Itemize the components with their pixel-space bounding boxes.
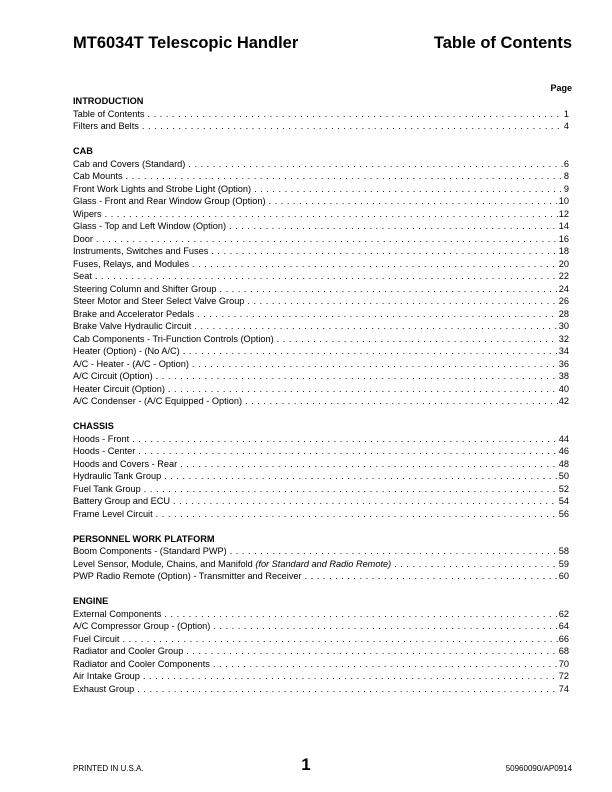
entry-page: 26 (558, 296, 569, 306)
dot-leader (168, 383, 558, 396)
entry-title-text: Radiator and Cooler Components (73, 658, 210, 669)
toc-entry[interactable] (73, 470, 569, 483)
toc-entry[interactable] (73, 370, 569, 383)
dot-leader (277, 333, 558, 346)
toc-entry[interactable] (73, 608, 569, 621)
entry-title (73, 170, 123, 183)
toc-entry[interactable] (73, 120, 569, 133)
toc-entry[interactable] (73, 320, 569, 333)
entry-title (73, 120, 139, 133)
entry-title (73, 345, 180, 358)
entry-page: 18 (558, 246, 569, 256)
dot-leader (105, 208, 558, 221)
entry-page: 56 (558, 508, 569, 519)
entry-title-text: Instruments, Switches and Fuses (73, 246, 209, 256)
entry-title (73, 333, 274, 346)
entry-page: 36 (558, 358, 569, 369)
entry-title-text: Table of Contents (73, 108, 145, 119)
entry-title (73, 570, 302, 583)
entry-title (73, 620, 210, 633)
entry-title-text: Heater (Option) - (No A/C) (73, 346, 180, 356)
entry-page: 10 (558, 196, 569, 206)
entry-page: 66 (558, 633, 569, 644)
dot-leader (269, 195, 558, 208)
entry-page: 68 (558, 646, 569, 656)
entry-page: 40 (558, 383, 569, 394)
entry-title (73, 108, 145, 121)
entry-title (73, 495, 170, 508)
entry-page: 58 (558, 546, 569, 556)
toc-entry[interactable] (73, 170, 569, 183)
dot-leader (137, 683, 557, 696)
toc-section (73, 95, 569, 133)
dot-leader (213, 658, 558, 671)
dot-leader (142, 120, 563, 133)
entry-title (73, 208, 102, 221)
dot-leader (213, 620, 557, 633)
dot-leader (229, 220, 558, 233)
toc-entry[interactable] (73, 683, 569, 696)
toc-entry[interactable] (73, 633, 569, 646)
entry-title (73, 195, 266, 208)
toc-entry[interactable] (73, 558, 569, 571)
entry-title-text: Level Sensor, Module, Chains, and Manifold (73, 558, 256, 569)
entry-title (73, 258, 189, 271)
entry-title-text: Steering Column and Shifter Group (73, 283, 217, 294)
entry-title-text: External Components (73, 608, 162, 619)
entry-title (73, 608, 161, 621)
entry-title (73, 633, 119, 646)
toc-entry[interactable] (73, 333, 569, 346)
entry-title-text: Cab Mounts (73, 171, 123, 181)
entry-page: 50 (558, 471, 569, 481)
entry-title (73, 358, 189, 371)
dot-leader (156, 508, 558, 521)
entry-title-text: Exhaust Group (73, 683, 135, 694)
toc-entry[interactable] (73, 458, 569, 471)
toc-entry[interactable] (73, 283, 569, 296)
entry-page: 30 (558, 321, 569, 331)
entry-page: 16 (558, 233, 569, 244)
dot-leader (192, 358, 558, 371)
toc-entry[interactable] (73, 445, 569, 458)
entry-title-text: Hydraulic Tank Group (73, 471, 162, 481)
entry-title (73, 308, 194, 321)
toc-entry[interactable] (73, 358, 569, 371)
entry-title (73, 220, 226, 233)
dot-leader (305, 570, 558, 583)
dot-leader (126, 170, 563, 183)
entry-title (73, 383, 165, 396)
entry-page: 54 (558, 496, 569, 506)
entry-page: 9 (563, 183, 569, 194)
toc-heading: Table of Contents (433, 34, 572, 52)
entry-title-text: Cab and Covers (Standard) (73, 158, 186, 169)
dot-leader (122, 633, 557, 646)
dot-leader (211, 245, 557, 258)
entry-title (73, 245, 208, 258)
entry-title-text: Air Intake Group (73, 671, 140, 681)
entry-title (73, 395, 242, 408)
entry-title-text: Hoods and Covers - Rear (73, 458, 178, 469)
entry-page: 72 (558, 671, 569, 681)
section-title: CAB (73, 146, 93, 156)
dot-leader (95, 270, 558, 283)
page-column-label: Page (550, 83, 572, 93)
dot-leader (143, 670, 558, 683)
entry-title (73, 270, 92, 283)
entry-title-text: PWP Radio Remote (Option) - Transmitter and Receiver (73, 571, 302, 581)
entry-title (73, 558, 391, 571)
entry-title (73, 458, 177, 471)
entry-title (73, 320, 191, 333)
entry-page: 8 (563, 171, 569, 181)
toc-entry[interactable] (73, 345, 569, 358)
entry-page: 34 (558, 346, 569, 356)
dot-leader (173, 495, 558, 508)
document-title: MT6034T Telescopic Handler (73, 34, 299, 52)
toc-entry[interactable] (73, 433, 569, 446)
toc-entry[interactable] (73, 658, 569, 671)
toc-entry[interactable] (73, 233, 569, 246)
entry-page: 46 (558, 446, 569, 456)
table-of-contents (73, 95, 569, 695)
entry-title-text: Fuel Tank Group (73, 483, 141, 494)
toc-entry[interactable] (73, 258, 569, 271)
entry-page: 60 (558, 571, 569, 581)
dot-leader (138, 445, 557, 458)
dot-leader (96, 233, 558, 246)
dot-leader (247, 295, 557, 308)
entry-page: 59 (558, 558, 569, 569)
entry-page: 42 (558, 396, 569, 406)
entry-title (73, 683, 134, 696)
dot-leader (148, 108, 563, 121)
entry-title-text: Boom Components - (Standard PWP) (73, 546, 227, 556)
footer-page-number: 1 (301, 755, 311, 774)
dot-leader (156, 370, 558, 383)
dot-leader (188, 158, 563, 171)
footer-doc-code: 50960090/AP0914 (505, 764, 572, 773)
entry-title-text: Glass - Front and Rear Window Group (Option) (73, 196, 266, 206)
dot-leader (144, 483, 558, 496)
entry-page: 1 (563, 108, 569, 119)
toc-entry[interactable] (73, 620, 569, 633)
dot-leader (230, 545, 558, 558)
dot-leader (164, 608, 557, 621)
entry-page: 38 (558, 371, 569, 381)
toc-entry[interactable] (73, 483, 569, 496)
dot-leader (180, 458, 558, 471)
toc-entry[interactable] (73, 395, 569, 408)
entry-title-text: Glass - Top and Left Window (Option) (73, 221, 227, 231)
entry-title (73, 470, 161, 483)
dot-leader (220, 283, 558, 296)
toc-entry[interactable] (73, 270, 569, 283)
entry-title-text: Door (73, 233, 93, 244)
toc-section (73, 420, 569, 520)
entry-title-text: Radiator and Cooler Group (73, 646, 184, 656)
entry-title-text: Filters and Belts (73, 121, 139, 131)
entry-page: 22 (558, 271, 569, 281)
entry-title-text: Hoods - Center (73, 446, 136, 456)
toc-entry[interactable] (73, 570, 569, 583)
toc-entry[interactable] (73, 545, 569, 558)
dot-leader (254, 183, 563, 196)
entry-title (73, 433, 129, 446)
toc-entry[interactable] (73, 295, 569, 308)
toc-entry[interactable] (73, 220, 569, 233)
toc-entry[interactable] (73, 383, 569, 396)
toc-entry[interactable] (73, 670, 569, 683)
entry-title (73, 483, 141, 496)
entry-title (73, 445, 135, 458)
toc-entry[interactable] (73, 308, 569, 321)
entry-page: 44 (558, 433, 569, 444)
entry-title-text: Brake Valve Hydraulic Circuit (73, 321, 192, 331)
entry-title-text: Fuel Circuit (73, 633, 120, 644)
toc-section (73, 595, 569, 695)
entry-title-text: Wipers (73, 208, 102, 219)
entry-title (73, 508, 153, 521)
entry-page: 28 (558, 308, 569, 319)
entry-title-text: Heater Circuit (Option) (73, 383, 165, 394)
dot-leader (394, 558, 558, 571)
entry-title-text: Fuses, Relays, and Modules (73, 258, 189, 269)
toc-entry[interactable] (73, 508, 569, 521)
entry-title-text: Seat (73, 271, 92, 281)
entry-title-text: A/C Condenser - (A/C Equipped - Option) (73, 396, 243, 406)
entry-title-text: Frame Level Circuit (73, 508, 153, 519)
section-title: ENGINE (73, 596, 109, 606)
entry-title (73, 658, 210, 671)
entry-title-text: Hoods - Front (73, 433, 130, 444)
entry-page: 6 (563, 158, 569, 169)
entry-page: 32 (558, 333, 569, 344)
entry-title (73, 545, 227, 558)
entry-title (73, 645, 183, 658)
dot-leader (132, 433, 558, 446)
entry-page: 20 (558, 258, 569, 269)
entry-page: 12 (558, 208, 569, 219)
dot-leader (186, 645, 557, 658)
entry-title-text: Cab Components - Tri-Function Controls (Option) (73, 333, 274, 344)
entry-title-text: A/C - Heater - (A/C - Option) (73, 358, 189, 369)
entry-title (73, 670, 140, 683)
entry-title-text: Brake and Accelerator Pedals (73, 308, 195, 319)
toc-section (73, 145, 569, 408)
dot-leader (183, 345, 558, 358)
section-title: INTRODUCTION (73, 96, 144, 106)
dot-leader (194, 320, 557, 333)
entry-page: 24 (558, 283, 569, 294)
entry-title (73, 233, 93, 246)
dot-leader (245, 395, 558, 408)
toc-entry[interactable] (73, 183, 569, 196)
entry-title-text: A/C Circuit (Option) (73, 371, 153, 381)
toc-entry[interactable] (73, 158, 569, 171)
entry-title-text: Battery Group and ECU (73, 496, 171, 506)
entry-title (73, 370, 153, 383)
entry-title-note: (for Standard and Radio Remote) (255, 558, 392, 569)
toc-section (73, 533, 569, 583)
entry-page: 62 (558, 608, 569, 619)
entry-page: 4 (563, 121, 569, 131)
section-title: CHASSIS (73, 421, 114, 431)
section-title: PERSONNEL WORK PLATFORM (73, 533, 215, 544)
dot-leader (192, 258, 558, 271)
entry-title (73, 158, 185, 171)
toc-entry[interactable] (73, 245, 569, 258)
entry-page: 14 (558, 221, 569, 231)
entry-title-text: Steer Motor and Steer Select Valve Group (73, 296, 245, 306)
toc-entry[interactable] (73, 195, 569, 208)
toc-entry[interactable] (73, 108, 569, 121)
entry-page: 70 (558, 658, 569, 669)
entry-page: 52 (558, 483, 569, 494)
entry-title-text: A/C Compressor Group - (Option) (73, 621, 211, 631)
dot-leader (164, 470, 558, 483)
entry-title (73, 283, 217, 296)
footer-printed: PRINTED IN U.S.A. (73, 764, 144, 773)
entry-page: 64 (558, 621, 569, 631)
toc-entry[interactable] (73, 208, 569, 221)
toc-entry[interactable] (73, 645, 569, 658)
entry-page: 74 (558, 683, 569, 694)
dot-leader (197, 308, 558, 321)
entry-title (73, 183, 251, 196)
entry-title-text: Front Work Lights and Strobe Light (Option) (73, 183, 252, 194)
entry-page: 48 (558, 458, 569, 469)
entry-title (73, 295, 244, 308)
toc-entry[interactable] (73, 495, 569, 508)
